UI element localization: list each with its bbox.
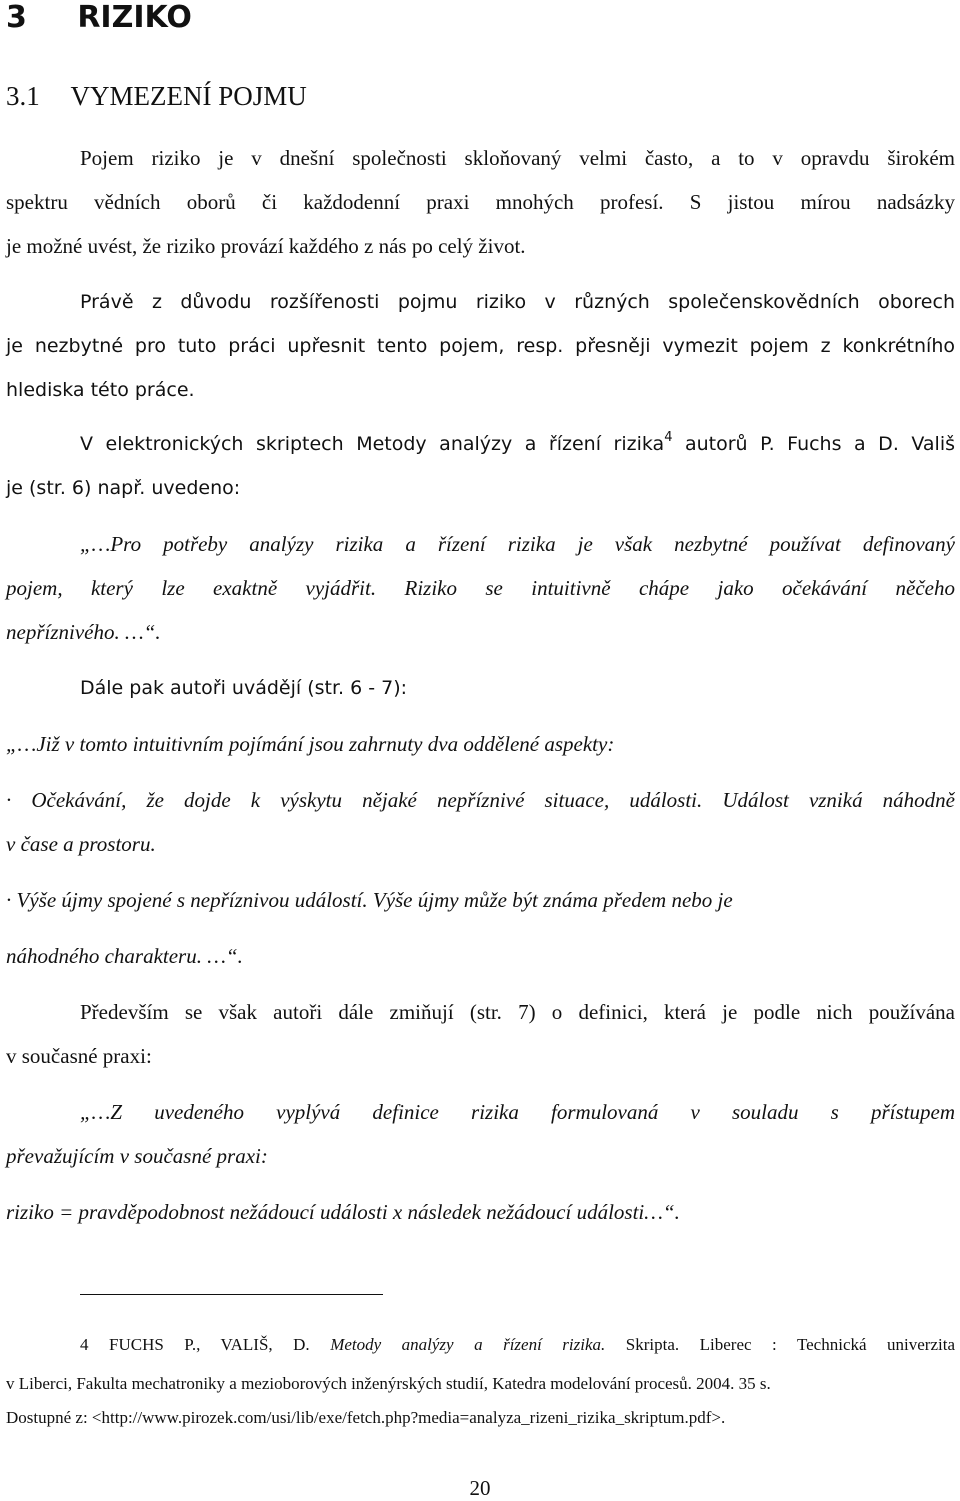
footnote-title: Metody analýzy a řízení rizika.: [330, 1335, 606, 1354]
footnote-reference: 4: [664, 430, 673, 445]
footnote-number: 4: [80, 1335, 89, 1354]
chapter-title: RIZIKO: [77, 0, 192, 35]
quote-1-line-2: pojem, který lze exaktně vyjádřit. Riziko se intuitivně chápe jako očekávání něčeho: [6, 576, 955, 600]
paragraph-3-text-after: autorů P. Fuchs a D. Vališ: [672, 433, 955, 455]
paragraph-5-line-1: Především se však autoři dále zmiňují (str. 7) o definici, která je podle nich používána: [80, 1000, 955, 1024]
footnote-publisher: Skripta. Liberec : Technická univerzita: [625, 1335, 956, 1354]
chapter-heading: [6, 0, 955, 36]
quote-2-bullet-2-line-1: · Výše újmy spojené s nepříznivou událostí. Výše újmy může být známa předem nebo je: [6, 888, 733, 912]
page-number: 20: [469, 1476, 491, 1500]
chapter-number: 3: [6, 0, 27, 35]
paragraph-3-line-1: [80, 431, 955, 457]
footnote-separator: [80, 1294, 383, 1295]
paragraph-3-line-2: je (str. 6) např. uvedeno:: [6, 477, 241, 499]
paragraph-1-line-1: Pojem riziko je v dnešní společnosti skloňovaný velmi často, a to v opravdu širokém: [80, 146, 955, 170]
paragraph-2-line-1: Právě z důvodu rozšířenosti pojmu riziko v různých společenskovědních oborech: [80, 291, 955, 313]
paragraph-1-line-3: je možné uvést, že riziko provází každého z nás po celý život.: [6, 234, 526, 258]
quote-1-line-1: „…Pro potřeby analýzy rizika a řízení rizika je však nezbytné používat definovaný: [80, 532, 955, 556]
section-number: 3.1: [6, 81, 40, 111]
footnote-line-1: [80, 1334, 955, 1356]
section-title: VYMEZENÍ POJMU: [70, 81, 307, 111]
paragraph-2-line-2: je nezbytné pro tuto práci upřesnit tento pojem, resp. přesněji vymezit pojem z konkrétního: [6, 335, 955, 357]
paragraph-1-line-2: spektru vědních oborů či každodenní praxi mnohých profesí. S jistou mírou nadsázky: [6, 190, 955, 214]
footnote-line-3: Dostupné z: <http://www.pirozek.com/usi/lib/exe/fetch.php?media=analyza_rizeni_rizika_skriptum.pdf>.: [6, 1408, 726, 1427]
footnote-authors: FUCHS P., VALIŠ, D.: [109, 1335, 310, 1354]
quote-2-bullet-1-line-2: v čase a prostoru.: [6, 832, 156, 856]
quote-2-bullet-1-line-1: · Očekávání, že dojde k výskytu nějaké nepříznivé situace, události. Událost vzniká náhodně: [6, 788, 955, 812]
quote-2-bullet-2-line-2: náhodného charakteru. …“.: [6, 944, 243, 968]
risk-formula: riziko = pravděpodobnost nežádoucí události x následek nežádoucí události…“.: [6, 1200, 680, 1224]
quote-3-line-2: převažujícím v současné praxi:: [6, 1144, 268, 1168]
paragraph-5-line-2: v současné praxi:: [6, 1044, 152, 1068]
quote-3-line-1: „…Z uvedeného vyplývá definice rizika formulovaná v souladu s přístupem: [80, 1100, 955, 1124]
quote-1-line-3: nepříznivého. …“.: [6, 620, 161, 644]
section-heading: [6, 80, 955, 112]
footnote-line-2: v Liberci, Fakulta mechatroniky a mezioborových inženýrských studií, Katedra modelování procesů. 2004. 35 s.: [6, 1374, 771, 1393]
paragraph-4: Dále pak autoři uvádějí (str. 6 - 7):: [80, 677, 408, 699]
quote-2-intro: „…Již v tomto intuitivním pojímání jsou zahrnuty dva oddělené aspekty:: [6, 732, 615, 756]
paragraph-2-line-3: hlediska této práce.: [6, 379, 195, 401]
paragraph-3-text-before: V elektronických skriptech Metody analýzy a řízení rizika: [80, 433, 665, 455]
